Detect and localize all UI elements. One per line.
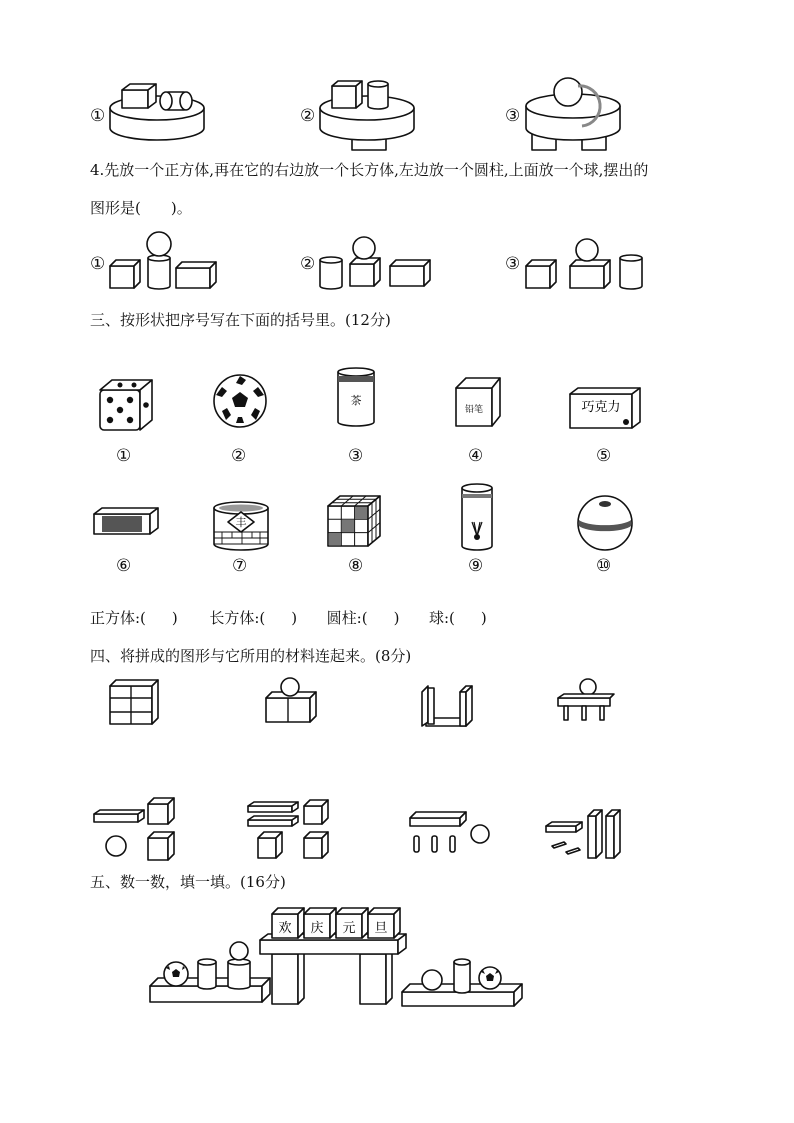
item-9-label: ⑨ bbox=[468, 556, 484, 576]
feng-tin-picture bbox=[212, 500, 270, 552]
cuboid-answer-label: 长方体:( bbox=[209, 609, 266, 627]
soccer-ball-picture bbox=[212, 373, 268, 429]
item-7-label: ⑦ bbox=[232, 556, 248, 576]
tea-can-picture bbox=[336, 366, 376, 428]
sphere-answer-close: ) bbox=[480, 609, 487, 627]
item-4-label: ④ bbox=[468, 446, 484, 466]
q4-figure-2 bbox=[318, 232, 438, 292]
composed-shape-3[interactable] bbox=[420, 682, 476, 728]
material-set-1[interactable] bbox=[92, 796, 182, 864]
q4-figure-3 bbox=[524, 232, 654, 292]
q3-figure-1 bbox=[108, 80, 208, 150]
q3-option-2-label: ② bbox=[300, 106, 316, 126]
cuboid-answer-close: ) bbox=[291, 609, 298, 627]
composed-shape-2[interactable] bbox=[264, 676, 320, 726]
q3-figure-3 bbox=[524, 76, 624, 156]
block-char-3: 元 bbox=[342, 921, 356, 936]
tea-label: 茶 bbox=[350, 394, 362, 407]
item-6-label: ⑥ bbox=[116, 556, 132, 576]
q3-option-1-label: ① bbox=[90, 106, 106, 126]
q3-figure-2 bbox=[318, 76, 418, 156]
material-set-2[interactable] bbox=[246, 796, 332, 862]
eraser-picture bbox=[92, 506, 162, 536]
item-2-label: ② bbox=[231, 446, 247, 466]
section-4-title: 四、将拼成的图形与它所用的材料连起来。(8分) bbox=[90, 647, 412, 665]
sphere-answer-label: 球:( bbox=[428, 609, 455, 627]
composed-shape-1[interactable] bbox=[108, 678, 162, 728]
q4-question-line-1: 4.先放一个正方体,再在它的右边放一个长方体,左边放一个圆柱,上面放一个球,摆出的 bbox=[90, 161, 649, 179]
q4-figure-1 bbox=[108, 230, 218, 292]
pencil-box-picture bbox=[454, 376, 502, 428]
item-3-label: ③ bbox=[348, 446, 364, 466]
item-1-label: ① bbox=[116, 446, 132, 466]
q4-option-1-label: ① bbox=[90, 254, 106, 274]
chocolate-box-picture bbox=[568, 386, 644, 432]
material-set-4[interactable] bbox=[544, 806, 628, 862]
composed-shape-4[interactable] bbox=[556, 678, 616, 724]
section-5-title: 五、数一数，填一填。(16分) bbox=[90, 873, 286, 891]
answer-line bbox=[90, 608, 487, 628]
block-char-2: 庆 bbox=[310, 921, 324, 936]
celebration-block-scene bbox=[148, 906, 524, 1010]
q4-question-line-2: 图形是( )。 bbox=[90, 199, 192, 217]
cylinder-answer-close: ) bbox=[393, 609, 400, 627]
block-char-4: 旦 bbox=[374, 921, 388, 936]
item-10-label: ⑩ bbox=[596, 556, 612, 576]
q4-option-2-label: ② bbox=[300, 254, 316, 274]
pencil-box-label: 铅笔 bbox=[464, 405, 484, 415]
block-char-1: 欢 bbox=[278, 921, 292, 936]
q4-option-3-label: ③ bbox=[505, 254, 521, 274]
dice-cube-picture bbox=[98, 378, 158, 438]
rubiks-cube-picture bbox=[326, 494, 382, 550]
material-set-3[interactable] bbox=[408, 806, 494, 856]
q3-option-3-label: ③ bbox=[505, 106, 521, 126]
cube-answer-close: ) bbox=[171, 609, 178, 627]
cylinder-answer-label: 圆柱:( bbox=[326, 609, 368, 627]
section-3-title: 三、按形状把序号写在下面的括号里。(12分) bbox=[90, 311, 391, 329]
feng-label: 丰 bbox=[235, 516, 247, 529]
item-8-label: ⑧ bbox=[348, 556, 364, 576]
chocolate-label: 巧克力 bbox=[581, 400, 621, 415]
item-5-label: ⑤ bbox=[596, 446, 612, 466]
cube-answer-label: 正方体:( bbox=[90, 609, 146, 627]
badminton-tube-picture bbox=[460, 482, 494, 554]
striped-ball-picture bbox=[576, 494, 634, 552]
